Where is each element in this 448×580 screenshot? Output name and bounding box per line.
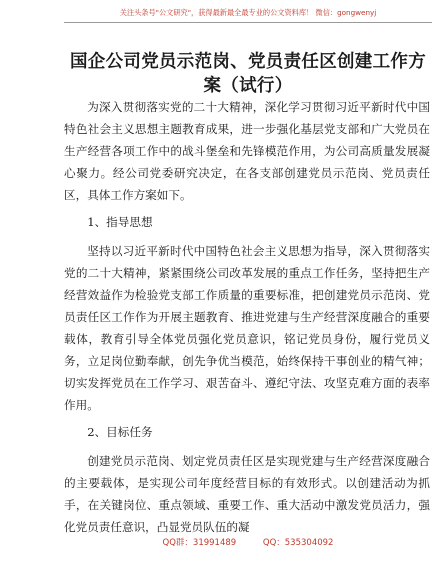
document-title: 国企公司党员示范岗、党员责任区创建工作方案（试行） — [70, 52, 426, 96]
header-divider — [64, 22, 432, 23]
header-promo-note: 关注头条号"公文研究"，获得最新最全最专业的公文资料库！ 微信：gongwenyj — [119, 8, 377, 17]
intro-paragraph: 为深入贯彻落实党的二十大精神，深化学习贯彻习近平新时代中国特色社会主义思想主题教育成果，进一步强化基层党支部和广大党员在生产经营各项工作中的战斗堡垒和先锋模范作用，为公司高质量发展凝心聚力。经公司党委研究决定，在各支部创建党员示范岗、党员责任区，具体工作方案如下。 — [64, 100, 430, 202]
section-heading-guiding-thought: 1、指导思想 — [87, 215, 153, 229]
footer-contact-note: QQ群：31991489 QQ：535304092 — [162, 538, 334, 548]
section-text-goals: 创建党员示范岗、划定党员责任区是实现党建与生产经营深度融合的主要载体，是实现公司年度经营目标的有效形式。以创建活动为抓手，在关键岗位、重点领域、重要工作、重大活动中激发党员活力，强化党员责任意识，凸显党员队伍的凝 — [64, 454, 430, 534]
section-text-guiding-thought: 坚持以习近平新时代中国特色社会主义思想为指导，深入贯彻落实党的二十大精神，紧紧围绕公司改革发展的重点工作任务，坚持把生产经营效益作为检验党支部工作质量的重要标准，把创建党员示范岗、党员责任区工作作为开展主题教育、推进党建与生产经营深度融合的重要载体，教育引导全体党员强化党员意识，铭记党员身份，履行党员义务，立足岗位勤奉献，创先争优当模范，始终保持干事创业的精气神；切实发挥党员在工作学习、艰苦奋斗、遵纪守法、攻坚克难方面的表率作用。 — [64, 244, 430, 412]
section-heading-goals: 2、目标任务 — [87, 425, 153, 439]
document-body — [64, 96, 430, 538]
